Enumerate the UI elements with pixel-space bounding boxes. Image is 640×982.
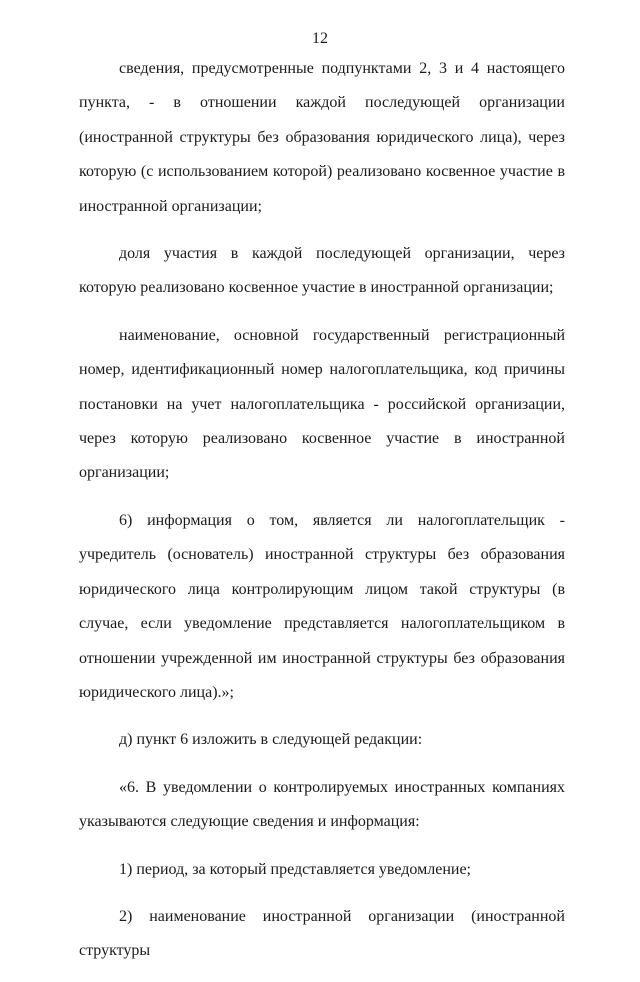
paragraph-item-6-founder-info: 6) информация о том, является ли налогоплательщик - учредитель (основатель) иностранной структуры без образования юридического лица контролирующим лицом такой структуры (в случае, если уведомление представляется налогоплательщиком в отношении учрежденной им иностранной структуры без образования юридического лица).»; [79, 511, 565, 701]
paragraph-point-6-intro: «6. В уведомлении о контролируемых иностранных компаниях указываются следующие сведения и информация: [79, 778, 565, 831]
page-number: 12 [312, 30, 328, 47]
paragraph-item-1-period: 1) период, за который представляется уведомление; [119, 860, 471, 878]
paragraph-indirect-participation-info: сведения, предусмотренные подпунктами 2, 3 и 4 настоящего пункта, - в отношении каждой последующей организации (иностранной структуры без образования юридического лица), через которую (с использованием которой) реализовано косвенное участие в иностранной организации; [79, 60, 565, 215]
paragraph-item-2-name: 2) наименование иностранной организации (иностранной структуры [79, 907, 565, 960]
document-body [79, 52, 565, 982]
paragraph-subpoint-d: д) пункт 6 изложить в следующей редакции: [119, 731, 423, 749]
paragraph-russian-organization-details: наименование, основной государственный регистрационный номер, идентификационный номер налогоплательщика, код причины постановки на учет налогоплательщика - российской организации, через которую реализовано косвенное участие в иностранной организации; [79, 326, 565, 482]
paragraph-participation-share: доля участия в каждой последующей организации, через которую реализовано косвенное участие в иностранной организации; [79, 245, 565, 297]
